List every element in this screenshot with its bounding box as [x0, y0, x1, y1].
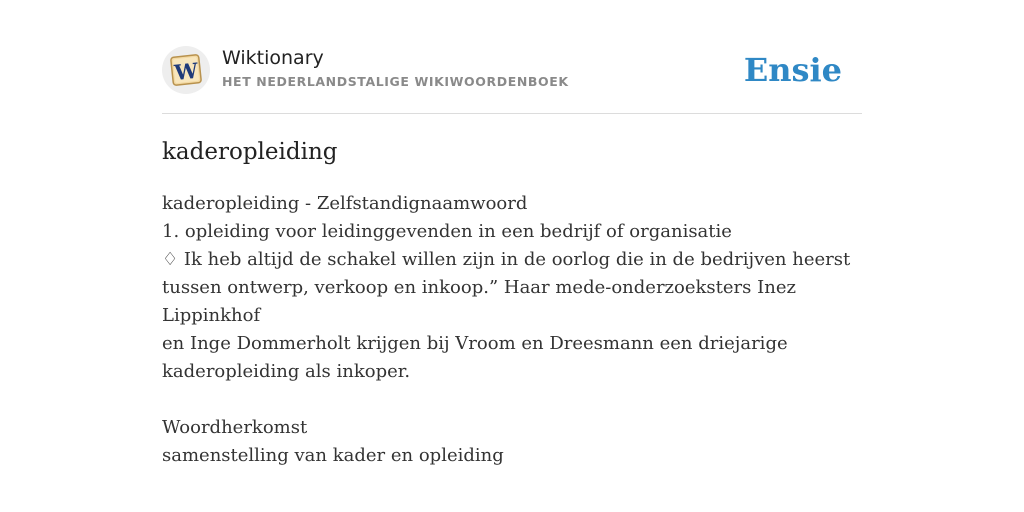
- w-tile-icon: [169, 53, 203, 87]
- entry-heading-line: kaderopleiding - Zelfstandignaamwoord: [162, 193, 528, 214]
- page-title: kaderopleiding: [162, 139, 338, 165]
- definition: 1. opleiding voor leidinggevenden in een bedrijf of organisatie: [162, 221, 732, 242]
- etymology-heading: Woordherkomst: [162, 417, 308, 438]
- svg-text:W: W: [173, 57, 200, 86]
- page: [162, 0, 862, 466]
- example-line: kaderopleiding als inkoper.: [162, 361, 411, 382]
- site-header: [162, 0, 862, 114]
- etymology-text: samenstelling van kader en opleiding: [162, 445, 504, 466]
- site-name[interactable]: Wiktionary: [222, 47, 324, 69]
- site-tagline: HET NEDERLANDSTALIGE WIKIWOORDENBOEK: [222, 74, 569, 89]
- example-line: tussen ontwerp, verkoop en inkoop.” Haar mede-onderzoeksters Inez Lippinkhof: [162, 277, 796, 326]
- example-line: ♢ Ik heb altijd de schakel willen zijn in de oorlog die in de bedrijven heerst: [162, 249, 851, 270]
- spacer: [162, 386, 862, 414]
- example-line: en Inge Dommerholt krijgen bij Vroom en Dreesmann een driejarige: [162, 333, 788, 354]
- entry-content: [162, 190, 862, 470]
- wiktionary-logo-icon[interactable]: [162, 46, 210, 94]
- ensie-brand-logo[interactable]: Ensie: [743, 51, 842, 89]
